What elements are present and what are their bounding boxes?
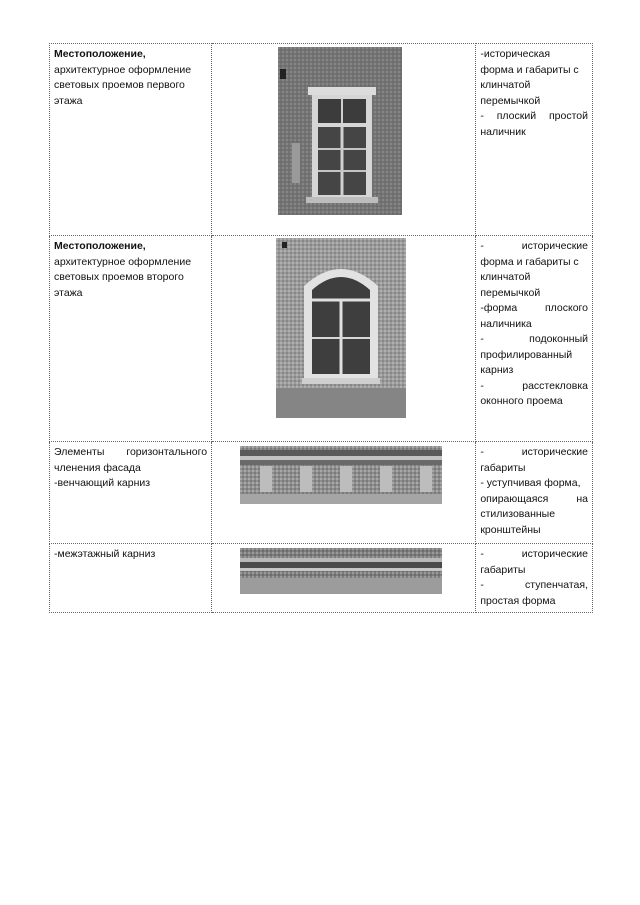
table-row	[50, 442, 593, 544]
description-line: архитектурное оформление	[54, 255, 192, 268]
description-line: Элементы горизонтального	[54, 446, 208, 458]
table-row	[50, 544, 593, 613]
characteristics-cell	[476, 44, 593, 236]
characteristics-cell	[476, 544, 593, 613]
characteristic-line: оконного проема	[480, 395, 563, 407]
element-description-cell	[50, 44, 212, 236]
window-photo-first-floor	[278, 47, 402, 215]
crowning-cornice-photo	[240, 446, 442, 504]
description-line: членения фасада	[54, 461, 141, 474]
description-line: -межэтажный карниз	[54, 548, 156, 560]
characteristic-line: - исторические	[480, 548, 588, 560]
characteristic-line: - плоский простой	[480, 110, 588, 122]
characteristic-line: габариты	[480, 461, 526, 474]
characteristic-line: кронштейны	[480, 523, 541, 536]
description-line: Местоположение,	[54, 240, 146, 252]
characteristic-line: -форма плоского	[480, 302, 588, 314]
characteristic-line: простая форма	[480, 594, 556, 607]
window-photo-second-floor	[276, 238, 406, 418]
description-line: -венчающий карниз	[54, 477, 151, 489]
photo-cell	[212, 544, 476, 613]
characteristic-line: наличника	[480, 317, 532, 330]
description-line: архитектурное оформление	[54, 63, 192, 76]
characteristic-line: форма и габариты с	[480, 255, 579, 268]
characteristic-line: -историческая	[480, 48, 551, 60]
description-line: световых проемов первого	[54, 79, 185, 91]
interfloor-cornice-photo	[240, 548, 442, 594]
element-description-cell	[50, 442, 212, 544]
description-line: световых проемов второго	[54, 271, 184, 283]
characteristic-line: - уступчивая форма,	[480, 477, 581, 489]
photo-cell	[212, 442, 476, 544]
characteristic-line: перемычкой	[480, 94, 541, 107]
characteristic-line: - исторические	[480, 446, 588, 458]
characteristic-line: карниз	[480, 364, 514, 376]
characteristic-line: габариты	[480, 563, 526, 576]
description-line: этажа	[54, 94, 83, 107]
characteristic-line: перемычкой	[480, 286, 541, 299]
table-row	[50, 236, 593, 442]
characteristic-line: клинчатой	[480, 79, 531, 91]
characteristics-cell	[476, 442, 593, 544]
element-description-cell	[50, 236, 212, 442]
photo-cell	[212, 236, 476, 442]
characteristic-line: клинчатой	[480, 271, 531, 283]
features-table	[49, 43, 593, 613]
element-description-cell	[50, 544, 212, 613]
characteristic-line: - расстекловка	[480, 379, 588, 392]
characteristic-line: стилизованные	[480, 508, 556, 520]
characteristic-line: наличник	[480, 125, 526, 138]
characteristic-line: - подоконный	[480, 333, 588, 345]
description-line: этажа	[54, 286, 83, 299]
characteristic-line: опирающаяся на	[480, 492, 588, 505]
characteristic-line: профилированный	[480, 348, 573, 361]
characteristic-line: - ступенчатая,	[480, 579, 588, 591]
table-row	[50, 44, 593, 236]
characteristic-line: форма и габариты с	[480, 63, 579, 76]
characteristic-line: - исторические	[480, 240, 588, 252]
description-line: Местоположение,	[54, 48, 146, 60]
photo-cell	[212, 44, 476, 236]
characteristics-cell	[476, 236, 593, 442]
